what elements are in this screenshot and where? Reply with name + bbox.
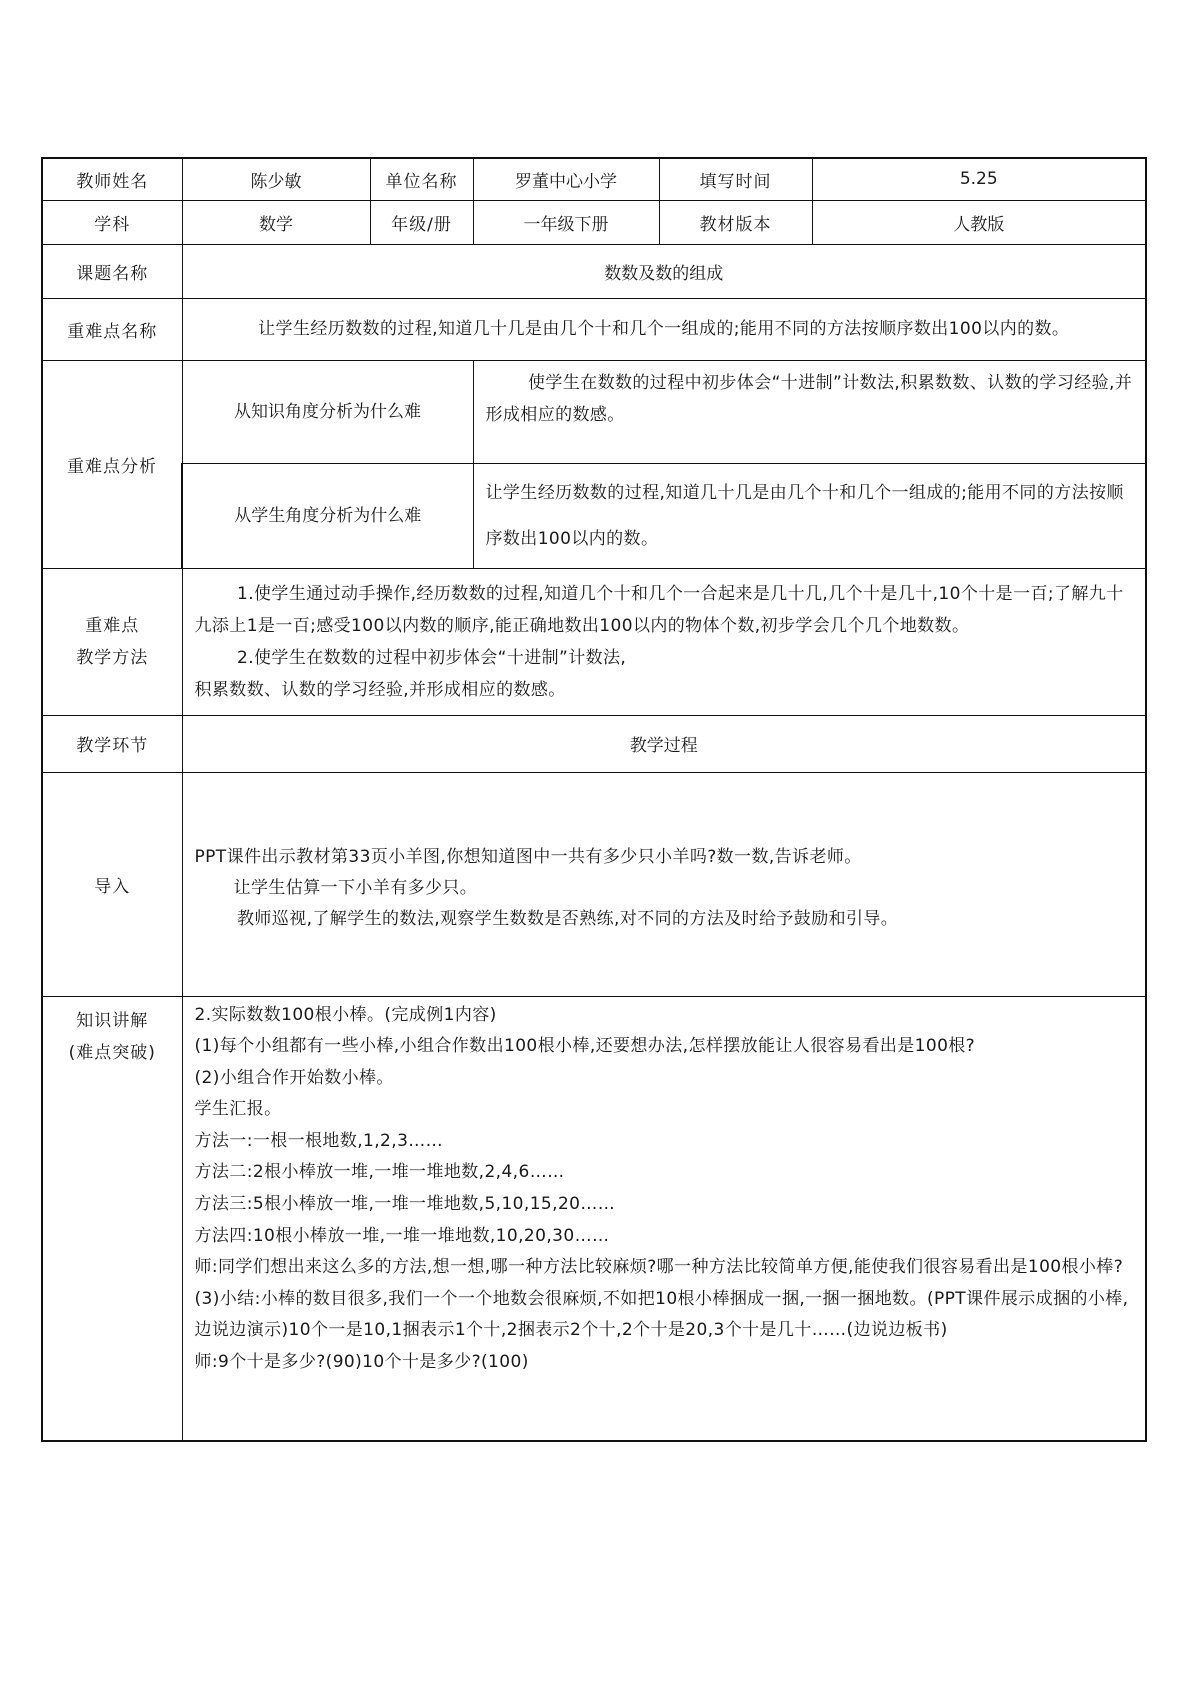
knowledge-label-line1: 知识讲解 <box>76 1010 149 1031</box>
knowledge-angle-label: 从知识角度分析为什么难 <box>182 360 473 463</box>
unit-name-label: 单位名称 <box>370 158 473 200</box>
method-row <box>42 568 1146 715</box>
method-label-line1: 重难点 <box>85 615 140 636</box>
analysis-row-student <box>42 463 1146 568</box>
edition-value: 人教版 <box>812 200 1146 244</box>
knowledge-line: (2)小组合作开始数小棒。 <box>194 1067 394 1088</box>
intro-row <box>42 772 1146 996</box>
key-point-value: 让学生经历数数的过程,知道几十几是由几个十和几个一组成的;能用不同的方法按顺序数出100以内的数。 <box>182 298 1146 360</box>
key-point-label: 重难点名称 <box>42 298 182 360</box>
knowledge-content <box>182 996 1146 1441</box>
knowledge-line: 方法四:10根小棒放一堆,一堆一堆地数,10,20,30…… <box>194 1225 610 1246</box>
section-value: 教学过程 <box>182 715 1146 772</box>
knowledge-label-line2: (难点突破) <box>68 1042 156 1063</box>
knowledge-row <box>42 996 1146 1441</box>
method-paragraph-3: 积累数数、认数的学习经验,并形成相应的数感。 <box>194 679 566 700</box>
section-label: 教学环节 <box>42 715 182 772</box>
method-label <box>42 568 182 715</box>
analysis-label: 重难点分析 <box>42 360 182 568</box>
knowledge-angle-paragraph: 使学生在数数的过程中初步体会“十进制”计数法,积累数数、认数的学习经验,并形成相应的数感。 <box>485 372 1133 425</box>
header-row-1 <box>42 158 1146 200</box>
unit-name-value: 罗董中心小学 <box>473 158 659 200</box>
intro-line-2: 让学生估算一下小羊有多少只。 <box>233 877 478 898</box>
knowledge-angle-text <box>473 360 1146 463</box>
intro-label: 导入 <box>42 772 182 996</box>
student-angle-text: 让学生经历数数的过程,知道几十几是由几个十和几个一组成的;能用不同的方法按顺序数出100以内的数。 <box>473 463 1146 568</box>
student-angle-label: 从学生角度分析为什么难 <box>182 463 473 568</box>
knowledge-line: 2.实际数数100根小棒。(完成例1内容) <box>194 1004 497 1025</box>
grade-label: 年级/册 <box>370 200 473 244</box>
knowledge-line: 方法一:一根一根地数,1,2,3…… <box>194 1130 444 1151</box>
fill-date-label: 填写时间 <box>659 158 812 200</box>
section-header-row <box>42 715 1146 772</box>
subject-label: 学科 <box>42 200 182 244</box>
analysis-row-knowledge <box>42 360 1146 463</box>
knowledge-line: 师:9个十是多少?(90)10个十是多少?(100) <box>194 1352 529 1373</box>
teacher-name-value: 陈少敏 <box>182 158 370 200</box>
method-label-line2: 教学方法 <box>76 647 149 668</box>
knowledge-line: (1)每个小组都有一些小棒,小组合作数出100根小棒,还要想办法,怎样摆放能让人很容易看出是100根? <box>194 1036 976 1057</box>
knowledge-line: (3)小结:小棒的数目很多,我们一个一个地数会很麻烦,不如把10根小棒捆成一捆,一捆一捆地数。(PPT课件展示成捆的小棒,边说边演示)10个一是10,1捆表示1个十,2捆表示2个十,2个十是20,3个十是几十……(边说边板书) <box>194 1288 1129 1341</box>
intro-line-3: 教师巡视,了解学生的数法,观察学生数数是否熟练,对不同的方法及时给予鼓励和引导。 <box>237 908 899 929</box>
method-content <box>182 568 1146 715</box>
fill-date-value: 5.25 <box>812 158 1146 200</box>
method-paragraph-2: 2.使学生在数数的过程中初步体会“十进制”计数法, <box>237 647 627 668</box>
grade-value: 一年级下册 <box>473 200 659 244</box>
intro-content <box>182 772 1146 996</box>
knowledge-line: 学生汇报。 <box>194 1099 282 1120</box>
topic-row <box>42 244 1146 298</box>
knowledge-label <box>42 996 182 1441</box>
header-row-2 <box>42 200 1146 244</box>
intro-line-1: PPT课件出示教材第33页小羊图,你想知道图中一共有多少只小羊吗?数一数,告诉老师。 <box>194 846 862 867</box>
method-paragraph-1: 1.使学生通过动手操作,经历数数的过程,知道几个十和几个一合起来是几十几,几个十是几十,10个十是一百;了解九十九添上1是一百;感受100以内数的顺序,能正确地数出100以内的物体个数,初步学会几个几个地数数。 <box>194 583 1124 636</box>
subject-value: 数学 <box>182 200 370 244</box>
knowledge-line: 方法三:5根小棒放一堆,一堆一堆地数,5,10,15,20…… <box>194 1194 616 1215</box>
knowledge-line: 方法二:2根小棒放一堆,一堆一堆地数,2,4,6…… <box>194 1162 565 1183</box>
lesson-plan-table <box>41 157 1147 1442</box>
knowledge-line: 师:同学们想出来这么多的方法,想一想,哪一种方法比较麻烦?哪一种方法比较简单方便,能使我们很容易看出是100根小棒? <box>194 1257 1124 1278</box>
edition-label: 教材版本 <box>659 200 812 244</box>
topic-value: 数数及数的组成 <box>182 244 1146 298</box>
topic-label: 课题名称 <box>42 244 182 298</box>
key-point-row <box>42 298 1146 360</box>
teacher-name-label: 教师姓名 <box>42 158 182 200</box>
